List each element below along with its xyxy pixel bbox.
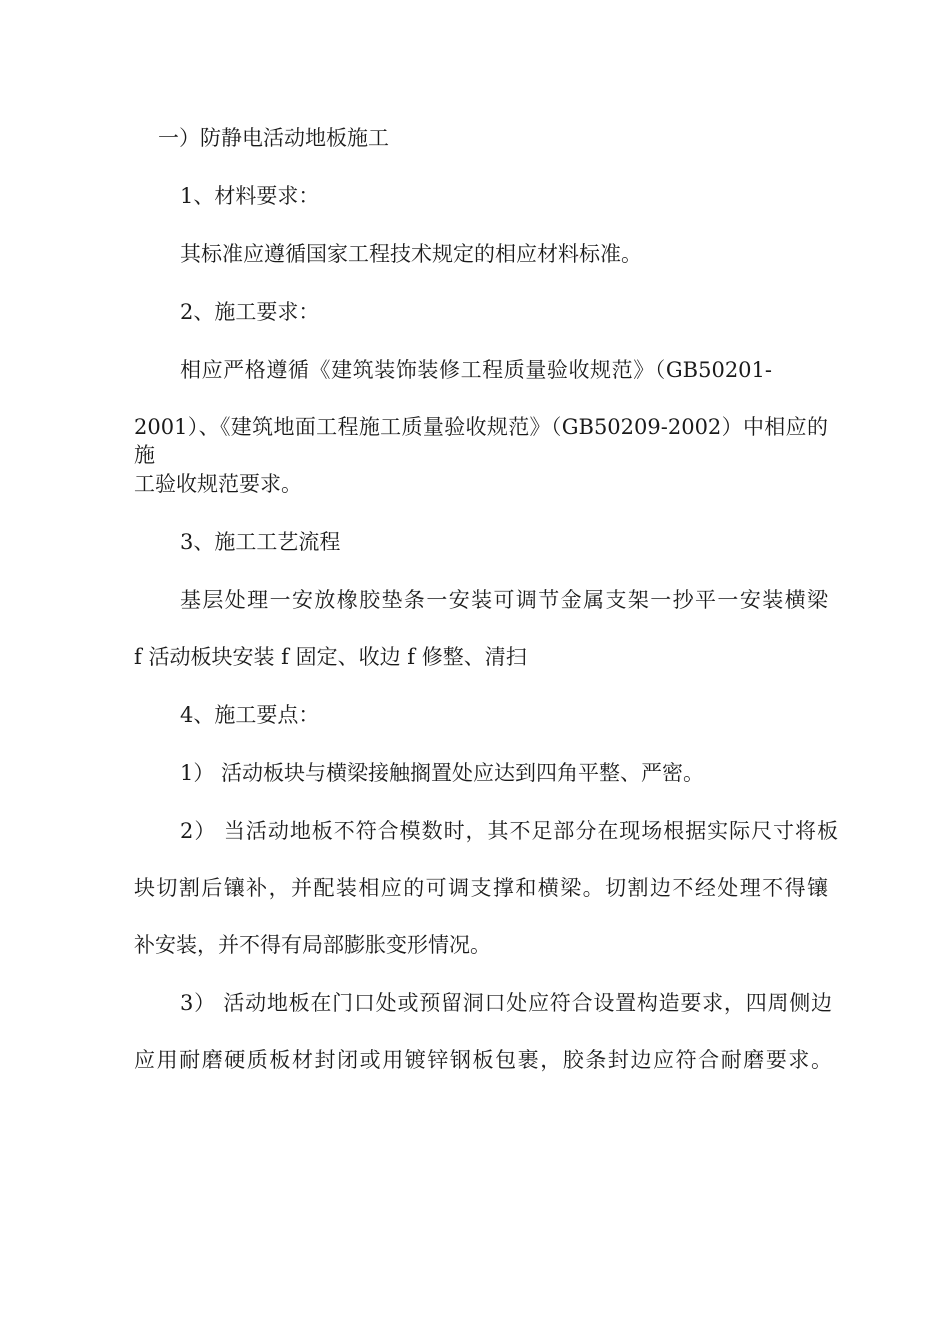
section1-title: 1、材料要求： <box>180 184 320 208</box>
section2-body-line1: 相应严格遵循《建筑装饰装修工程质量验收规范》（GB50201- <box>180 358 772 382</box>
section3-title: 3、施工工艺流程 <box>180 530 341 554</box>
section4-point3-line2: 应用耐磨硬质板材封闭或用镀锌钢板包裹，胶条封边应符合耐磨要求。 <box>134 1048 832 1072</box>
section4-point1: 1） 活动板块与横梁接触搁置处应达到四角平整、严密。 <box>180 761 705 785</box>
section4-point2-line3: 补安装，并不得有局部膨胀变形情况。 <box>134 933 491 957</box>
section1-body: 其标准应遵循国家工程技术规定的相应材料标准。 <box>180 242 642 266</box>
section2-body-line3: 工验收规范要求。 <box>134 472 302 496</box>
section3-body-line2: f 活动板块安装 f 固定、收边 f 修整、清扫 <box>134 645 527 669</box>
section4-title: 4、施工要点： <box>180 703 320 727</box>
section2-title: 2、施工要求： <box>180 300 320 324</box>
section2-body-line2: 2001）、《建筑地面工程施工质量验收规范》（GB50209-2002）中相应的施 <box>134 415 828 467</box>
section3-body-line1: 基层处理一安放橡胶垫条一安装可调节金属支架一抄平一安装横梁 <box>180 588 828 612</box>
section4-point2-line1: 2） 当活动地板不符合模数时，其不足部分在现场根据实际尺寸将板 <box>180 819 838 843</box>
section4-point3-line1: 3） 活动地板在门口处或预留洞口处应符合设置构造要求，四周侧边 <box>180 991 832 1015</box>
section-heading: 一）防静电活动地板施工 <box>158 126 389 150</box>
section4-point2-line2: 块切割后镶补，并配装相应的可调支撑和横梁。切割边不经处理不得镶 <box>134 876 828 900</box>
